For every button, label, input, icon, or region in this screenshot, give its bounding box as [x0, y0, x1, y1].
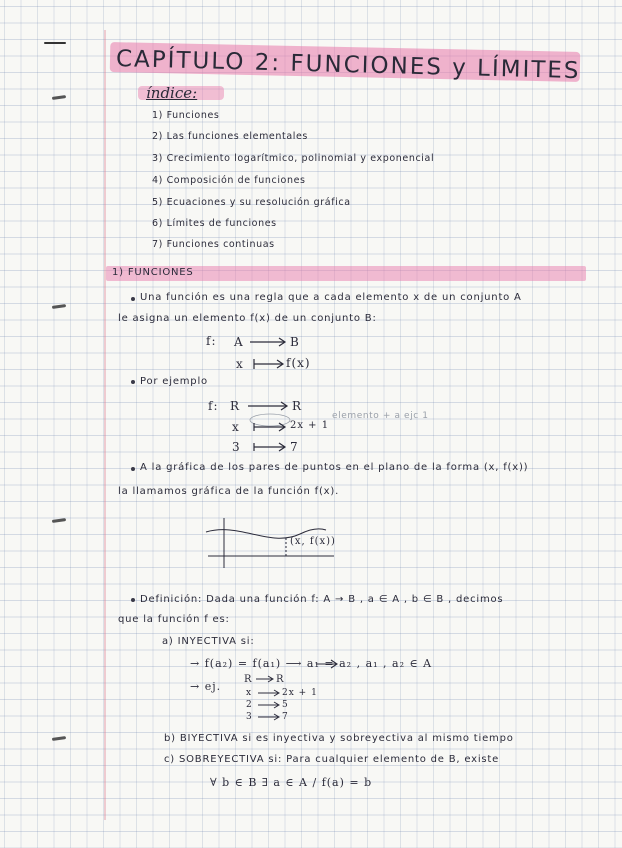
- example-label: Por ejemplo: [140, 376, 208, 387]
- graph-definition-line2: la llamamos gráfica de la función f(x).: [118, 486, 340, 497]
- inj-2: 2: [246, 700, 253, 710]
- index-item: 2) Las funciones elementales: [152, 131, 308, 142]
- mapsto-x-2x1: [254, 423, 285, 431]
- inj-5: 5: [282, 700, 289, 710]
- inj-3: 3: [246, 712, 253, 722]
- example-f: f:: [208, 399, 219, 413]
- map-set-b: B: [290, 335, 300, 349]
- chapter-title: CAPÍTULO 2: FUNCIONES y LÍMITES: [115, 46, 581, 85]
- inj-arrows: [256, 676, 279, 720]
- injective-condition: → f(a₂) = f(a₁) ⟶ a₁ = a₂ , a₁ , a₂ ∈ A: [190, 657, 433, 670]
- arrow-implies: [316, 660, 337, 668]
- example-codomain: R: [292, 399, 303, 413]
- surjective-condition: ∀ b ∈ B ∃ a ∈ A / f(a) = b: [210, 776, 373, 789]
- example-3: 3: [232, 440, 241, 454]
- properties-definition-line1: Definición: Dada una función f: A → B , a ∈ A , b ∈ B , decimos: [140, 594, 504, 605]
- map-set-a: A: [234, 335, 244, 349]
- map-fx: f(x): [286, 356, 311, 370]
- pencil-ellipse: [250, 414, 290, 426]
- injective-example-label: → ej.: [190, 680, 222, 693]
- map-f: f:: [206, 334, 217, 348]
- pencil-note: elemento + a ejc 1: [332, 411, 429, 421]
- index-item: 1) Funciones: [152, 110, 220, 121]
- index-item: 6) Límites de funciones: [152, 218, 277, 229]
- example-7: 7: [290, 440, 299, 454]
- arrow-r-to-r: [248, 402, 287, 410]
- mapsto-x-fx: [254, 359, 283, 369]
- index-item: 4) Composición de funciones: [152, 175, 306, 186]
- inj-2x1: 2x + 1: [282, 688, 318, 698]
- inj-7: 7: [282, 712, 289, 722]
- injective-label: a) INYECTIVA si:: [162, 636, 255, 647]
- properties-definition-line2: que la función f es:: [118, 614, 230, 625]
- example-x: x: [232, 420, 240, 434]
- inj-codomain: R: [276, 674, 285, 685]
- inj-x: x: [246, 688, 253, 698]
- function-definition-line1: Una función es una regla que a cada elemento x de un conjunto A: [140, 292, 522, 303]
- example-2x1: 2x + 1: [290, 420, 330, 431]
- function-graph-sketch: [206, 518, 334, 568]
- section-heading: 1) FUNCIONES: [112, 267, 194, 278]
- index-heading: índice:: [146, 84, 198, 102]
- inj-domain: R: [244, 674, 253, 685]
- arrow-a-to-b: [250, 338, 285, 346]
- mapsto-3-7: [254, 443, 285, 451]
- index-item: 5) Ecuaciones y su resolución gráfica: [152, 197, 351, 208]
- graph-point-label: (x, f(x)): [290, 536, 336, 547]
- index-item: 7) Funciones continuas: [152, 239, 275, 250]
- surjective-label: c) SOBREYECTIVA si: Para cualquier elemento de B, existe: [164, 754, 500, 765]
- index-item: 3) Crecimiento logarítmico, polinomial y exponencial: [152, 153, 435, 164]
- function-definition-line2: le asigna un elemento f(x) de un conjunto B:: [118, 313, 377, 324]
- map-x: x: [236, 357, 244, 371]
- graph-definition-line1: A la gráfica de los pares de puntos en el plano de la forma (x, f(x)): [140, 462, 529, 473]
- example-domain: R: [230, 399, 241, 413]
- bijective-definition: b) BIYECTIVA si es inyectiva y sobreyectiva al mismo tiempo: [164, 733, 514, 744]
